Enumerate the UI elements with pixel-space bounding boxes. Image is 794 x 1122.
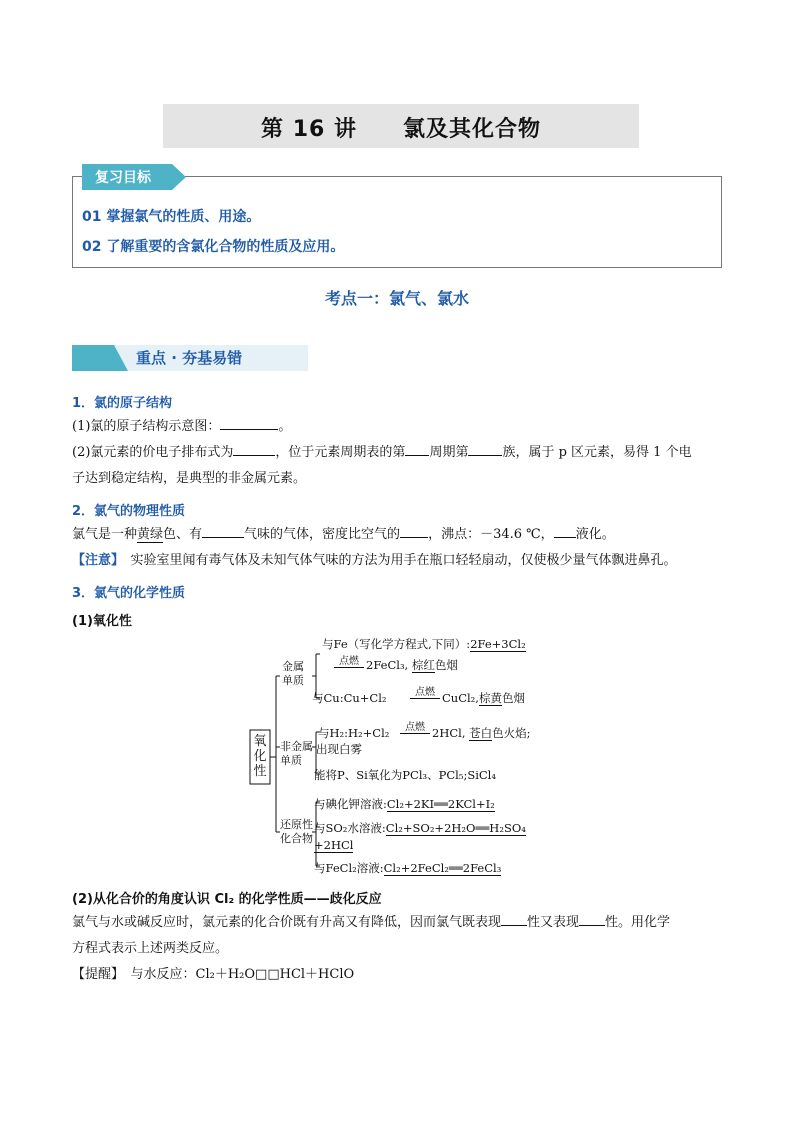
page-title: 第 16 讲 氯及其化合物 [261, 117, 541, 142]
root-label: 氧化性 [253, 734, 267, 779]
subheading-disproportionation: (2)从化合价的角度认识 Cl₂ 的化学性质——歧化反应 [72, 892, 382, 907]
condition-ignite: 点燃 [410, 683, 440, 699]
note-tag: 【注意】 [72, 553, 118, 568]
reaction-h2: 与H₂:H₂+Cl₂ [318, 726, 390, 740]
blank[interactable] [233, 441, 275, 456]
blank[interactable] [468, 441, 502, 456]
sub-band-label: 重点 · 夯基易错 [136, 349, 243, 367]
reaction-fe-product: 2FeCl₃, 棕红色烟 [366, 658, 458, 672]
subheading-oxidizing: (1)氧化性 [72, 614, 132, 629]
blank[interactable] [554, 523, 576, 538]
paragraph-disproportionation: 氯气与水或碱反应时，氯元素的化合价既有升高又有降低，因而氯气既表现 性又表现 性。用化学 方程式表示上述两类反应。 【提醒】 与水反应：Cl₂＋H₂O□□HCl＋HClO [72, 910, 726, 988]
group-reducing: 还原性化合物 [280, 818, 313, 845]
section-title: 考点一：氯气、氯水 [324, 289, 469, 308]
goal-item-1: 01 掌握氯气的性质、用途。 [82, 209, 261, 225]
heading-chemical-props: 3．氯气的化学性质 [72, 586, 186, 601]
heading-atomic-structure: 1．氯的原子结构 [72, 396, 173, 411]
condition-ignite: 点燃 [400, 718, 430, 734]
blank[interactable] [220, 415, 278, 430]
remind-tag: 【提醒】 [72, 967, 118, 982]
blank[interactable] [579, 911, 605, 926]
reaction-cu: 与Cu:Cu+Cl₂ [312, 691, 387, 705]
paragraph-atomic-structure: (1)氯的原子结构示意图： 。 (2)氯元素的价电子排布式为 ，位于元素周期表的第 周期第 族，属于 p 区元素，易得 1 个电 子达到稳定结构，是典型的非金属元素。 [72, 414, 726, 492]
reaction-fe: 与Fe（写化学方程式,下同）:2Fe+3Cl₂ [322, 637, 526, 651]
group-metal: 金属单质 [282, 660, 304, 687]
paragraph-physical-props: 氯气是一种黄绿色、有 气味的气体，密度比空气的 ，沸点：－34.6 ℃， 液化。 【注意】 实验室里闻有毒气体及未知气体气味的方法为用手在瓶口轻轻扇动，仅使极少量气体飘进鼻孔。 [72, 522, 726, 574]
reaction-ki: 与碘化钾溶液:Cl₂+2KI══2KCl+I₂ [314, 797, 495, 811]
reaction-so2: 与SO₂水溶液:Cl₂+SO₂+2H₂O══H₂SO₄ [314, 821, 526, 835]
blank[interactable] [405, 441, 429, 456]
blank[interactable] [202, 523, 244, 538]
blank[interactable] [501, 911, 527, 926]
heading-physical-props: 2．氯气的物理性质 [72, 504, 186, 519]
review-goals-label: 复习目标 [95, 170, 151, 186]
reaction-cu-product: CuCl₂,棕黄色烟 [442, 691, 525, 705]
group-nonmetal: 非金属单质 [280, 740, 313, 767]
reaction-p-si: 能将P、Si氧化为PCl₃、PCl₅;SiCl₄ [314, 768, 496, 782]
reaction-h2-product: 2HCl, 苍白色火焰; [432, 726, 531, 740]
condition-ignite: 点燃 [334, 652, 364, 668]
goal-item-2: 02 了解重要的含氯化合物的性质及应用。 [82, 239, 345, 255]
reaction-fecl2: 与FeCl₂溶液:Cl₂+2FeCl₂══2FeCl₃ [314, 861, 502, 875]
blank[interactable] [400, 523, 428, 538]
reaction-so2-cont: +2HCl [314, 838, 354, 852]
reaction-h2-observation: 出现白雾 [316, 742, 362, 756]
